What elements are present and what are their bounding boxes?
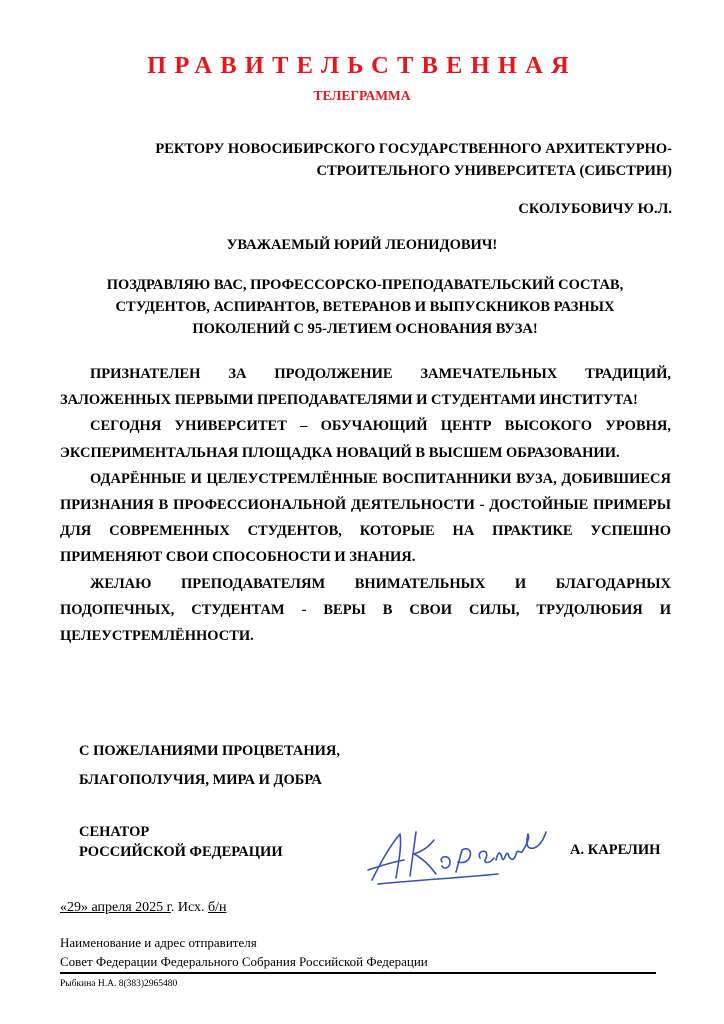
signatory-title-line-2: РОССИЙСКОЙ ФЕДЕРАЦИИ bbox=[79, 844, 283, 860]
footer-divider bbox=[60, 972, 656, 974]
reference-number: б/н bbox=[207, 900, 227, 915]
body-paragraph-4: ЖЕЛАЮ ПРЕПОДАВАТЕЛЯМ ВНИМАТЕЛЬНЫХ И БЛАГОДАРНЫХ ПОДОПЕЧНЫХ, СТУДЕНТАМ - ВЕРЫ В СВОИ СИЛЫ, ТРУДОЛЮБИЯ И ЦЕЛЕУСТРЕМЛЁННОСТИ. bbox=[60, 575, 671, 645]
contact-info: Рыбкина Н.А. 8(383)2965480 bbox=[60, 979, 178, 989]
telegram-subtitle: ТЕЛЕГРАММА bbox=[313, 88, 411, 103]
body-paragraph-3: ОДАРЁННЫЕ И ЦЕЛЕУСТРЕМЛЁННЫЕ ВОСПИТАННИКИ ВУЗА, ДОБИВШИЕСЯ ПРИЗНАНИЯ В ПРОФЕССИОНАЛЬНОЙ ДЕЯТЕЛЬНОСТИ - ДОСТОЙНЫЕ ПРИМЕРЫ ДЛЯ СОВРЕМЕННЫХ СТУДЕНТОВ, КОТОРЫЕ НА ПРАКТИКЕ УСПЕШНО ПРИМЕНЯЮТ СВОИ СПОСОБНОСТИ И ЗНАНИЯ. bbox=[60, 470, 671, 566]
signatory-name: А. КАРЕЛИН bbox=[570, 842, 661, 858]
closing-wishes bbox=[79, 737, 340, 795]
recipient-line-1: РЕКТОРУ НОВОСИБИРСКОГО ГОСУДАРСТВЕННОГО АРХИТЕКТУРНО- bbox=[155, 141, 672, 157]
congratulations bbox=[60, 274, 670, 340]
telegram-title: ПРАВИТЕЛЬСТВЕННАЯ bbox=[147, 52, 577, 79]
closing-line-1: С ПОЖЕЛАНИЯМИ ПРОЦВЕТАНИЯ, bbox=[79, 743, 341, 759]
greeting: УВАЖАЕМЫЙ ЮРИЙ ЛЕОНИДОВИЧ! bbox=[226, 237, 498, 253]
recipient-line-2: СТРОИТЕЛЬНОГО УНИВЕРСИТЕТА (СИБСТРИН) bbox=[316, 163, 672, 179]
body-text bbox=[60, 361, 671, 649]
recipient-name: СКОЛУБОВИЧУ Ю.Л. bbox=[518, 201, 672, 217]
handwritten-signature bbox=[358, 818, 558, 890]
date-line bbox=[60, 900, 226, 916]
congrats-line-1: ПОЗДРАВЛЯЮ ВАС, ПРОФЕССОРСКО-ПРЕПОДАВАТЕЛЬСКИЙ СОСТАВ, bbox=[106, 277, 624, 293]
closing-line-2: БЛАГОПОЛУЧИЯ, МИРА И ДОБРА bbox=[79, 772, 322, 788]
congrats-line-2: СТУДЕНТОВ, АСПИРАНТОВ, ВЕТЕРАНОВ И ВЫПУСКНИКОВ РАЗНЫХ bbox=[115, 299, 615, 315]
date-value: «29» апреля 2025 г bbox=[60, 900, 171, 915]
body-paragraph-2: СЕГОДНЯ УНИВЕРСИТЕТ – ОБУЧАЮЩИЙ ЦЕНТР ВЫСОКОГО УРОВНЯ, ЭКСПЕРИМЕНТАЛЬНАЯ ПЛОЩАДКА НОВАЦИЙ В ВЫСШЕМ ОБРАЗОВАНИИ. bbox=[60, 418, 671, 461]
signatory-title bbox=[79, 822, 283, 862]
congrats-line-3: ПОКОЛЕНИЙ С 95-ЛЕТИЕМ ОСНОВАНИЯ ВУЗА! bbox=[192, 321, 538, 337]
reference-label: . Исх. bbox=[170, 900, 208, 915]
sender-name: Совет Федерации Федерального Собрания Российской Федерации bbox=[60, 954, 428, 969]
sender-label: Наименование и адрес отправителя bbox=[60, 935, 257, 950]
signatory-title-line-1: СЕНАТОР bbox=[79, 824, 150, 840]
body-paragraph-1: ПРИЗНАТЕЛЕН ЗА ПРОДОЛЖЕНИЕ ЗАМЕЧАТЕЛЬНЫХ ТРАДИЦИЙ, ЗАЛОЖЕННЫХ ПЕРВЫМИ ПРЕПОДАВАТЕЛЯМИ И СТУДЕНТАМИ ИНСТИТУТА! bbox=[60, 366, 671, 409]
